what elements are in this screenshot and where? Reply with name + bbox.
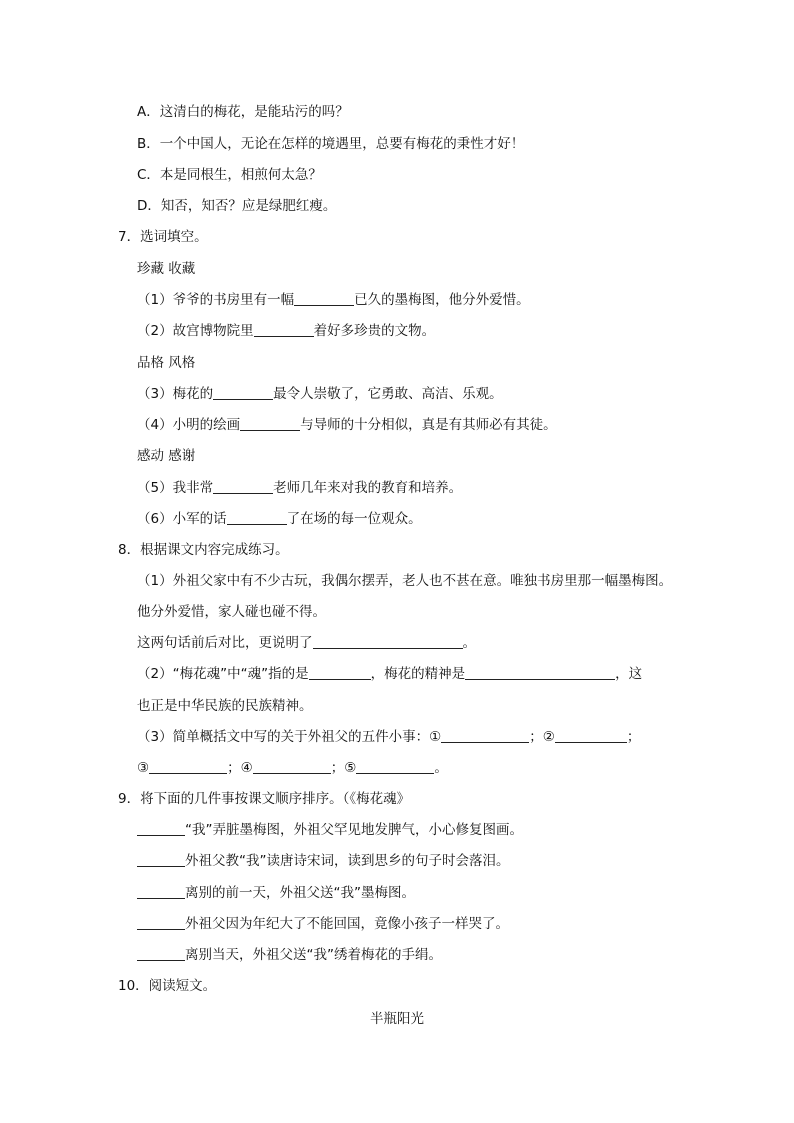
answer-blank[interactable] [240, 415, 300, 431]
q7-item-2: （2）故宫博物院里 着好多珍贵的文物。 [137, 323, 436, 339]
q6-option-c: C．本是同根生，相煎何太急？ [137, 167, 322, 183]
answer-blank[interactable] [253, 758, 331, 774]
q8-p2-line2: 也正是中华民族的民族精神。 [137, 698, 313, 714]
answer-blank[interactable] [313, 633, 463, 649]
answer-blank[interactable] [441, 727, 529, 743]
answer-blank[interactable] [213, 384, 273, 400]
passage-title: 半瓶阳光 [370, 1011, 424, 1027]
q8-p1-line1: （1）外祖父家中有不少古玩，我偶尔摆弄，老人也不甚在意。唯独书房里那一幅墨梅图。 [137, 573, 673, 589]
q8-title: 8．根据课文内容完成练习。 [118, 542, 289, 558]
answer-blank[interactable] [294, 290, 354, 306]
q9-item: 离别当天，外祖父送“我”绣着梅花的手绢。 [137, 945, 442, 965]
q6-option-d: D．知否，知否？应是绿肥红瘦。 [137, 198, 337, 214]
q9-item: “我”弄脏墨梅图，外祖父罕见地发脾气，小心修复图画。 [137, 820, 523, 840]
q7-item-3: （3）梅花的 最令人崇敬了，它勇敢、高洁、乐观。 [137, 386, 503, 402]
answer-blank[interactable] [465, 664, 615, 680]
answer-blank[interactable] [213, 478, 273, 494]
q8-p3-line1: （3）简单概括文中写的关于外祖父的五件小事：① ；② ； [137, 729, 641, 745]
q6-option-a: A．这清白的梅花，是能玷污的吗？ [137, 104, 349, 120]
q7-title: 7．选词填空。 [118, 229, 208, 245]
answer-blank[interactable] [555, 727, 627, 743]
q8-p3-line2: ③ ；④ ；⑤ 。 [137, 760, 448, 776]
q6-option-b: B．一个中国人，无论在怎样的境遇里，总要有梅花的秉性才好！ [137, 136, 525, 152]
q9-item: 外祖父因为年纪大了不能回国，竟像小孩子一样哭了。 [137, 914, 509, 934]
q8-p1-line2: 他分外爱惜，家人碰也碰不得。 [137, 604, 326, 620]
q10-title: 10．阅读短文。 [118, 978, 217, 994]
q7-item-5: （5）我非常 老师几年来对我的教育和培养。 [137, 480, 463, 496]
q7-item-4: （4）小明的绘画 与导师的十分相似，真是有其师必有其徒。 [137, 417, 557, 433]
q7-word-group-2: 品格 风格 [137, 355, 196, 371]
answer-blank[interactable] [309, 664, 371, 680]
order-blank[interactable] [137, 945, 185, 961]
q7-item-6: （6）小军的话 了在场的每一位观众。 [137, 511, 422, 527]
q9-item: 外祖父教“我”读唐诗宋词，读到思乡的句子时会落泪。 [137, 851, 510, 871]
q7-word-group-1: 珍藏 收藏 [137, 261, 196, 277]
order-blank[interactable] [137, 820, 185, 836]
q8-p2-line1: （2）“梅花魂”中“魂”指的是 ，梅花的精神是 ，这 [137, 666, 643, 682]
q7-item-1: （1）爷爷的书房里有一幅 已久的墨梅图，他分外爱惜。 [137, 292, 530, 308]
order-blank[interactable] [137, 851, 185, 867]
q8-p1-line3: 这两句话前后对比，更说明了 。 [137, 635, 476, 651]
answer-blank[interactable] [356, 758, 434, 774]
answer-blank[interactable] [227, 509, 287, 525]
order-blank[interactable] [137, 883, 185, 899]
answer-blank[interactable] [254, 321, 314, 337]
q7-word-group-3: 感动 感谢 [137, 448, 196, 464]
order-blank[interactable] [137, 914, 185, 930]
q9-title: 9．将下面的几件事按课文顺序排序。（《梅花魂》 [118, 791, 411, 807]
q9-item: 离别的前一天，外祖父送“我”墨梅图。 [137, 883, 415, 903]
answer-blank[interactable] [149, 758, 227, 774]
